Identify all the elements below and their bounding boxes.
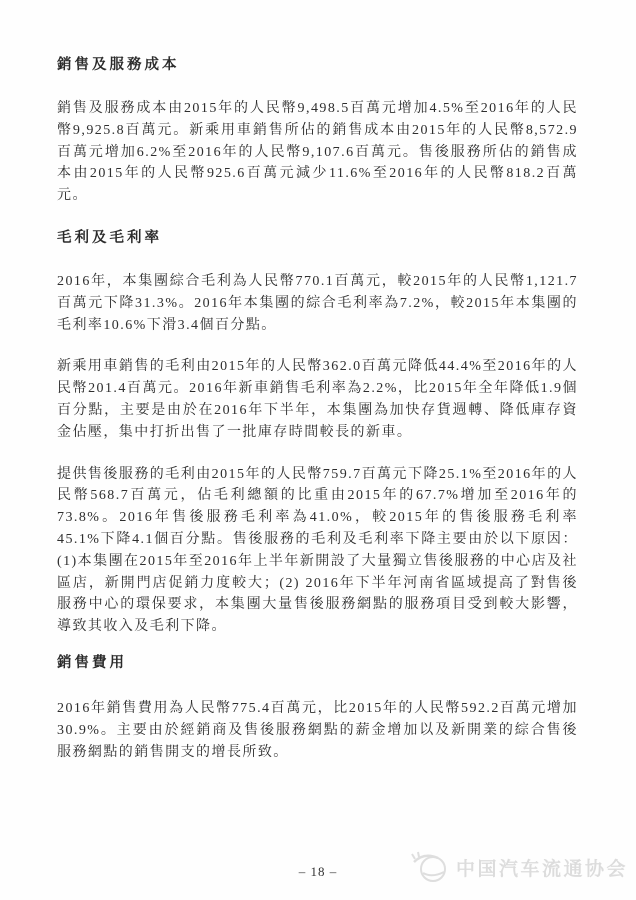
cada-globe-logo-icon: [408, 848, 452, 886]
watermark: [408, 848, 628, 886]
section-heading-gross-profit-and-margin: 毛利及毛利率: [57, 229, 162, 246]
watermark-text: 中国汽车流通协会: [455, 858, 628, 880]
paragraph-after-sales-gross-profit: 提供售後服務的毛利由2015年的人民幣759.7百萬元下降25.1%至2016年的人民幣568.7百萬元，佔毛利總額的比重由2015年的67.7%增加至2016年的73.8%。2016年售後服務毛利率為41.0%，較2015年的售後服務毛利率45.1%下降4.1個百分點。售後服務的毛利及毛利率下降主要由於以下原因：(1)本集團在2015年至2016年上半年新開設了大量獨立售後服務的中心店及社區店，新開門店促銷力度較大；(2) 2016年下半年河南省區域提高了對售後服務中心的環保要求，本集團大量售後服務網點的服務項目受到較大影響，導致其收入及毛利下降。: [57, 466, 578, 635]
section-heading-cost-of-sales-and-services: 銷售及服務成本: [57, 57, 180, 73]
page-number: – 18 –: [298, 864, 338, 879]
section-heading-selling-expenses: 銷售費用: [57, 654, 127, 671]
paragraph-gross-profit-overview: 2016年，本集團綜合毛利為人民幣770.1百萬元，較2015年的人民幣1,121.7百萬元下降31.3%。2016年本集團的綜合毛利率為7.2%，較2015年本集團的毛利率10.6%下滑3.4個百分點。: [57, 273, 578, 333]
page-content: [57, 56, 578, 763]
paragraph-cost-of-sales: 銷售及服務成本由2015年的人民幣9,498.5百萬元增加4.5%至2016年的人民幣9,925.8百萬元。新乘用車銷售所佔的銷售成本由2015年的人民幣8,572.9百萬元增加6.2%至2016年的人民幣9,107.6百萬元。售後服務所佔的銷售成本由2015年的人民幣925.6百萬元減少11.6%至2016年的人民幣818.2百萬元。: [57, 101, 578, 204]
paragraph-new-car-gross-profit: 新乘用車銷售的毛利由2015年的人民幣362.0百萬元降低44.4%至2016年的人民幣201.4百萬元。2016年新車銷售毛利率為2.2%，比2015年全年降低1.9個百分點，主要是由於在2016年下半年，本集團為加快存貨週轉、降低庫存資金佔壓，集中打折出售了一批庫存時間較長的新車。: [57, 359, 578, 440]
paragraph-selling-expenses: 2016年銷售費用為人民幣775.4百萬元，比2015年的人民幣592.2百萬元增加30.9%。主要由於經銷商及售後服務網點的薪金增加以及新開業的綜合售後服務網點的銷售開支的增長所致。: [57, 700, 578, 760]
